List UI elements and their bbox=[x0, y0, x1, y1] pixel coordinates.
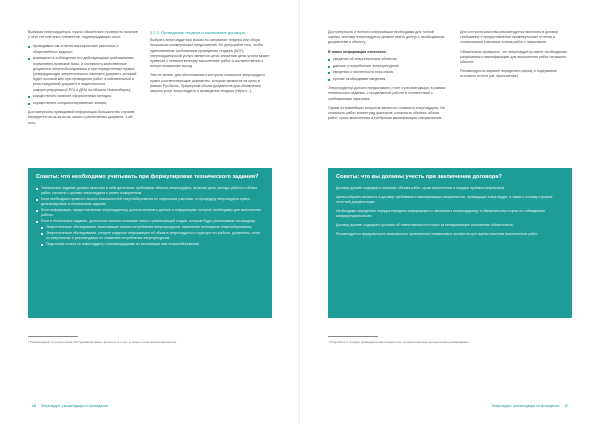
paragraph: Достоверность и полнота информации необходима для точной оценки, поэтому энергоаудитор должен иметь доступ к необходимым документам и объекту. bbox=[328, 30, 445, 45]
subheading: В плане информации относятся: bbox=[328, 49, 387, 54]
paragraph: Выбрать энергоаудитора можно по основании тендера или сбора нескольких коммерческих предложений. Не допускайте того, чтобы единственным требованием проведения тендера (КОП) энергоаудиторской услуги является цена: снижения цены услуги может привести к некачественному выполнению работ и соответственно к потере возможных выгод. bbox=[150, 38, 270, 69]
tip-paragraph: Необходимо определить порядок передачи информации от заказчика к энергоаудитору и обязательства сторон по соблюдению конфиденциальности. bbox=[336, 208, 545, 218]
list-item: сведения об энергетических объектах; bbox=[328, 57, 446, 62]
tip-content bbox=[336, 186, 564, 237]
paragraph: Для контроля качества рекомендуется включить в договор требование о предоставлении промежуточных отчетов и согласовании ключевых этапов работ с заказчиком. bbox=[460, 30, 559, 45]
list-item: прочие необходимые сведения. bbox=[328, 77, 446, 82]
footnote-rule bbox=[328, 336, 378, 337]
tip-paragraph: Договор должен содержать описание объема работ, сроки выполнения и порядок приемки результатов. bbox=[336, 185, 506, 190]
tip-subitem: Энергетическое обследование, которое содержит информацию об объекте энергоаудита и структуре его работы, документы, отчет по результатам и рекомендации по снижению потребления энергоресурсов; bbox=[36, 231, 264, 241]
page-footer bbox=[492, 404, 572, 408]
tip-paragraph: Договор должен содержать условия об ответственности сторон за ненадлежащее исполнение обязательств. bbox=[336, 222, 514, 227]
page-footer bbox=[28, 404, 108, 408]
page-number: 17 bbox=[564, 404, 568, 408]
info-list bbox=[328, 57, 446, 82]
tip-sublist bbox=[36, 225, 264, 247]
requirements-list bbox=[28, 44, 138, 106]
tip-box-technical-task bbox=[28, 168, 272, 318]
paragraph: Рекомендуется заранее определить форму и содержание итогового отчета (см. приложение). bbox=[460, 69, 557, 79]
list-item: возможность соблюдение его действующими требованиями нормативно-правовой базы, и составлять качественные документы энергообследования и при определенных правил (утверждающую энергетического паспорта документ, который будет основой мер при проведения работ, а обязательный и регистрируемый документ в национальных саморегулируемых(СРО) и ДЕМ на области Новосибирск); bbox=[28, 56, 138, 92]
footer-title: Энергоаудит: рекомендации по проведению bbox=[40, 404, 109, 408]
intro-text: Выбирая энергоаудитора, нужно обязательно проверить наличие у него тех или иных элементов, подтверждающих опыт: bbox=[28, 30, 138, 40]
list-item: проводимых им отчетов мероприятиях рыночных и общественных задачах; bbox=[28, 44, 138, 54]
tip-paragraph: Рекомендуется предусмотреть возможность привлечения независимых экспертов для оценки качества выполненных работ. bbox=[336, 231, 539, 236]
tip-box-contract bbox=[328, 168, 572, 318]
tip-item: Если необходимо провести анализ возможностей энергосбережения по отдельным участкам, то процедуру энергоаудита нужно детализировать в техническом задании. bbox=[36, 197, 264, 207]
paragraph: Тем не менее, для обоснования и контроля стоимости энергоаудита нужно соответствующие документы, которые являются на цены в рамках РусЭкспо. Примерный объем документов для объявления закупки услуг энергоаудита и проведения тендера (https://...). bbox=[150, 73, 265, 94]
tip-item: Если в техническое задание, достаточно описать основные этапы с реализующей стадии, которые будут реализованы по каждому: bbox=[36, 219, 264, 224]
tip-title: Советы: что необходимо учитывать при формулировке технического задания? bbox=[36, 174, 259, 180]
list-item: осуществлять специализированные знания; bbox=[28, 101, 138, 106]
right-page bbox=[300, 0, 600, 424]
tip-title: Советы: что вы должны учесть при заключении договора? bbox=[336, 174, 502, 180]
tip-subitem: Энергетическое обследование, включающее анализ потребления энергоресурсов, выявление потенциала энергосбережения; bbox=[36, 225, 264, 230]
right-column-2 bbox=[460, 30, 572, 84]
footnote: ¹ Рекомендации по результатам обследования можно включить в отчет, а также в план энергосбережения. bbox=[28, 340, 177, 344]
list-item: сведения о численности персонала; bbox=[328, 70, 446, 75]
list-item: данные о потреблении энергоресурсов; bbox=[328, 64, 446, 69]
tip-paragraph: Целесообразно включить в договор требования к квалификации специалистов, проводящих энергоаудит, а также к составу и форме отчетной документации. bbox=[336, 194, 553, 204]
footer-title: Энергоаудит: рекомендации по проведению bbox=[491, 404, 560, 408]
left-column-2 bbox=[150, 30, 272, 98]
outro-text: Достоверность приводимой информации большинство случаев базируется на из-за из-за, каких и расчитанных документ, 1-ий есть. bbox=[28, 110, 135, 125]
paragraph: Энергоаудитор должен предоставить отчет и рекомендации, в рамках технического задания, о проделанной работе в соответствии с требованиями заказчика. bbox=[328, 86, 446, 101]
section-heading: 3.2.2. Проведение тендера и заключение договора bbox=[150, 30, 245, 35]
paragraph: Обязательно проверьте, что энергоаудитор имеет необходимые разрешения и квалификацию для выполнения работ на вашем объекте. bbox=[460, 49, 568, 65]
tip-item: Техническое задание должно включать в себя детальное требование объекта энергоаудита, включая цели, методы работы и объем работ, согласно с целями энергоаудита и ранее оговоренным. bbox=[36, 186, 264, 196]
tip-content bbox=[36, 186, 264, 247]
tip-list bbox=[36, 186, 264, 224]
page-number: 16 bbox=[32, 404, 36, 408]
paragraph: Одним из важнейших вопросов является стоимость энергоаудита. На стоимость работ влияет ряд факторов: сложность объекта, объем работ, сроки выполнения и требуемая квалификация специалистов. bbox=[328, 105, 445, 121]
footnote-rule bbox=[28, 336, 78, 337]
tip-item: Если информация, предоставленная энергоаудитору, должна включать данные и информацию, которые необходимы для выполнения работы. bbox=[36, 208, 264, 218]
tip-subitem: Подготовка отчета по энергоаудиту с рекомендациями по реализации мер энергосбережения. bbox=[36, 242, 264, 247]
right-column-1 bbox=[328, 30, 446, 125]
left-column-1 bbox=[28, 30, 138, 130]
footnote: ¹ Подробнее о порядке проведения энергоаудита см. соответствующие методические рекомендации. bbox=[328, 340, 470, 344]
list-item: осуществлять наличие оформленных методик; bbox=[28, 94, 138, 99]
